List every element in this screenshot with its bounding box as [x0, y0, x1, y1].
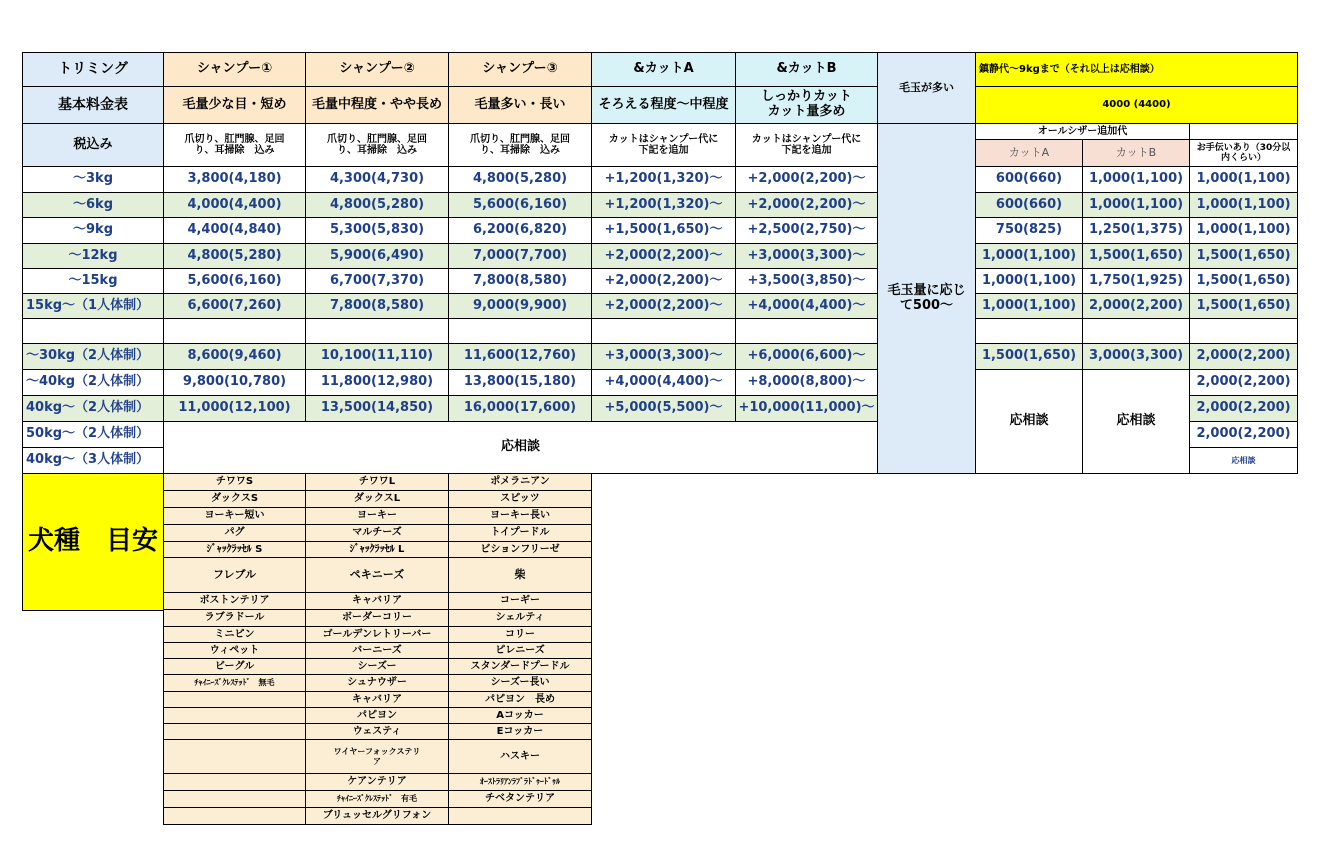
price-s2: 7,800(8,580) [305, 293, 449, 319]
weight-label: 50kg～（2人体制） [22, 421, 164, 448]
breed-cell: ウィペット [163, 642, 306, 659]
price-s3: 13,800(15,180) [448, 369, 592, 396]
price-cb: +2,000(2,200)～ [735, 166, 878, 193]
breed-cell: スタンダードプードル [448, 658, 592, 675]
price-cb: +4,000(4,400)～ [735, 293, 878, 319]
weight-label: ～12kg [22, 243, 164, 269]
scissor-cut-b: カットB [1082, 139, 1190, 167]
price-s2: 10,100(11,110) [305, 343, 449, 370]
price-ca: +1,500(1,650)～ [591, 217, 736, 244]
price-cb: +3,000(3,300)～ [735, 243, 878, 269]
breed-cell [163, 807, 306, 825]
weight-label: ～40kg（2人体制） [22, 369, 164, 396]
price-s3: 11,600(12,760) [448, 343, 592, 370]
consult-large: 応相談 [163, 421, 878, 474]
help-price: 応相談 [1189, 447, 1298, 474]
price-s3: 4,800(5,280) [448, 166, 592, 193]
price-s3: 16,000(17,600) [448, 395, 592, 422]
price-s1: 3,800(4,180) [163, 166, 306, 193]
price-s3 [448, 318, 592, 344]
breed-cell [163, 707, 306, 724]
breed-cell: シェルティ [448, 609, 592, 627]
header-cutB-note: カットはシャンプー代に 下記を追加 [735, 123, 878, 167]
breed-cell: ゴールデンレトリーバー [305, 626, 449, 643]
help-price: 1,500(1,650) [1189, 243, 1298, 269]
kedama-price: 毛玉量に応じ て500～ [877, 123, 976, 474]
price-cb [735, 318, 878, 344]
price-cb: +10,000(11,000)～ [735, 395, 878, 422]
help-price: 1,500(1,650) [1189, 268, 1298, 294]
help-price: 1,000(1,100) [1189, 192, 1298, 218]
breed-cell: ハスキー [448, 739, 592, 774]
breed-cell: バーニーズ [305, 642, 449, 659]
header-shampoo1-sub: 毛量少な目・短め [163, 86, 306, 124]
breed-cell: パピヨン [305, 707, 449, 724]
weight-label: ～30kg（2人体制） [22, 343, 164, 370]
price-ca: +5,000(5,500)～ [591, 395, 736, 422]
header-shampoo3-title: シャンプー③ [448, 52, 592, 87]
scissor-price-b: 1,000(1,100) [1082, 192, 1190, 218]
breed-title: 犬種 目安 [22, 473, 164, 611]
price-s3: 6,200(6,820) [448, 217, 592, 244]
sedative-price: 4000 (4400) [975, 86, 1298, 124]
help-price: 2,000(2,200) [1189, 369, 1298, 396]
weight-label: 15kg～（1人体制） [22, 293, 164, 319]
breed-cell: ﾁｬｲﾆｰｽﾞｸﾚｽﾃｯﾄﾞ 無毛 [163, 674, 306, 692]
help-price [1189, 318, 1298, 344]
price-ca: +3,000(3,300)～ [591, 343, 736, 370]
header-shampoo1-title: シャンプー① [163, 52, 306, 87]
price-ca: +1,200(1,320)～ [591, 192, 736, 218]
price-s1 [163, 318, 306, 344]
breed-cell: コーギー [448, 592, 592, 610]
weight-label: ～15kg [22, 268, 164, 294]
breed-cell: チワワL [305, 473, 449, 491]
sedative-title: 鎮静代～9kgまで（それ以上は応相談） [975, 52, 1298, 87]
header-price-table: 基本料金表 [22, 86, 164, 124]
price-s2: 4,800(5,280) [305, 192, 449, 218]
header-shampoo3-sub: 毛量多い・長い [448, 86, 592, 124]
price-s2 [305, 318, 449, 344]
scissor-price-b: 2,000(2,200) [1082, 293, 1190, 319]
scissor-price-a: 1,500(1,650) [975, 343, 1083, 370]
weight-label: ～6kg [22, 192, 164, 218]
breed-cell: シーズー [305, 658, 449, 675]
weight-label: 40kg～（3人体制） [22, 447, 164, 474]
header-cutA-sub: そろえる程度～中程度 [591, 86, 736, 124]
weight-label: ～9kg [22, 217, 164, 244]
price-cb: +6,000(6,600)～ [735, 343, 878, 370]
help-price: 1,000(1,100) [1189, 217, 1298, 244]
breed-cell [163, 739, 306, 774]
breed-cell: ｼﾞｬｯｸﾗｯｾﾙ L [305, 541, 449, 558]
scissor-price-a [975, 318, 1083, 344]
breed-cell: ヨーキー長い [448, 507, 592, 525]
breed-cell: ウェスティ [305, 723, 449, 740]
breed-cell: Aコッカー [448, 707, 592, 724]
price-cb: +2,500(2,750)～ [735, 217, 878, 244]
breed-cell: ボストンテリア [163, 592, 306, 610]
header-tax-included: 税込み [22, 123, 164, 167]
price-s1: 4,000(4,400) [163, 192, 306, 218]
breed-cell: トイプードル [448, 524, 592, 542]
breed-cell: ビーグル [163, 658, 306, 675]
breed-cell: ビションフリーゼ [448, 541, 592, 558]
header-shampoo2-note: 爪切り、肛門腺、足回 り、耳掃除 込み [305, 123, 449, 167]
price-ca [591, 318, 736, 344]
consult-scissor-b: 応相談 [1082, 369, 1190, 474]
scissor-price-b: 1,250(1,375) [1082, 217, 1190, 244]
breed-cell: コリー [448, 626, 592, 643]
breed-cell: パグ [163, 524, 306, 542]
price-s2: 6,700(7,370) [305, 268, 449, 294]
scissor-title-blank [1189, 123, 1298, 140]
consult-scissor-a: 応相談 [975, 369, 1083, 474]
scissor-price-b: 1,000(1,100) [1082, 166, 1190, 193]
breed-cell: ｼﾞｬｯｸﾗｯｾﾙ S [163, 541, 306, 558]
price-cb: +3,500(3,850)～ [735, 268, 878, 294]
breed-cell: シーズー長い [448, 674, 592, 692]
breed-cell: ボーダーコリー [305, 609, 449, 627]
price-s1: 4,400(4,840) [163, 217, 306, 244]
breed-cell: ピレニーズ [448, 642, 592, 659]
breed-cell: パピヨン 長め [448, 691, 592, 708]
help-price: 2,000(2,200) [1189, 421, 1298, 448]
breed-cell: スピッツ [448, 490, 592, 508]
breed-cell: キャバリア [305, 592, 449, 610]
breed-cell: ヨーキー [305, 507, 449, 525]
help-price: 2,000(2,200) [1189, 343, 1298, 370]
breed-cell: ポメラニアン [448, 473, 592, 491]
header-shampoo1-note: 爪切り、肛門腺、足回 り、耳掃除 込み [163, 123, 306, 167]
price-s1: 5,600(6,160) [163, 268, 306, 294]
price-s1: 9,800(10,780) [163, 369, 306, 396]
breed-cell: 柴 [448, 557, 592, 593]
breed-cell: Eコッカー [448, 723, 592, 740]
price-cb: +8,000(8,800)～ [735, 369, 878, 396]
scissor-price-b: 3,000(3,300) [1082, 343, 1190, 370]
price-s2: 11,800(12,980) [305, 369, 449, 396]
scissor-cut-a: カットA [975, 139, 1083, 167]
scissor-price-a: 750(825) [975, 217, 1083, 244]
breed-cell: ﾁｬｲﾆｰｽﾞｸﾚｽﾃｯﾄﾞ 有毛 [305, 790, 449, 808]
price-s2: 13,500(14,850) [305, 395, 449, 422]
price-cb: +2,000(2,200)～ [735, 192, 878, 218]
breed-cell [448, 807, 592, 825]
header-cutB-sub: しっかりカット カット量多め [735, 86, 878, 124]
header-shampoo2-sub: 毛量中程度・やや長め [305, 86, 449, 124]
price-ca: +2,000(2,200)～ [591, 268, 736, 294]
breed-cell: ダックスS [163, 490, 306, 508]
price-s1: 4,800(5,280) [163, 243, 306, 269]
scissor-price-a: 1,000(1,100) [975, 293, 1083, 319]
price-ca: +1,200(1,320)～ [591, 166, 736, 193]
price-ca: +2,000(2,200)～ [591, 293, 736, 319]
breed-cell: シュナウザー [305, 674, 449, 692]
breed-cell [163, 723, 306, 740]
header-trimming: トリミング [22, 52, 164, 87]
price-s1: 6,600(7,260) [163, 293, 306, 319]
breed-cell [163, 790, 306, 808]
scissor-price-a: 600(660) [975, 166, 1083, 193]
breed-cell: ｵｰｽﾄﾗﾘｱﾝﾗﾌﾞﾗﾄﾞｩｰﾄﾞｩﾙ [448, 773, 592, 791]
price-s1: 11,000(12,100) [163, 395, 306, 422]
breed-cell: マルチーズ [305, 524, 449, 542]
price-s3: 5,600(6,160) [448, 192, 592, 218]
header-cutA-title: &カットA [591, 52, 736, 87]
breed-cell: フレブル [163, 557, 306, 593]
breed-cell: ペキニーズ [305, 557, 449, 593]
header-cutB-title: &カットB [735, 52, 878, 87]
breed-cell: ラブラドール [163, 609, 306, 627]
scissor-price-b [1082, 318, 1190, 344]
scissor-price-a: 600(660) [975, 192, 1083, 218]
scissor-price-a: 1,000(1,100) [975, 243, 1083, 269]
weight-label: 40kg～（2人体制） [22, 395, 164, 422]
help-price: 2,000(2,200) [1189, 395, 1298, 422]
price-s3: 7,000(7,700) [448, 243, 592, 269]
breed-cell: チベタンテリア [448, 790, 592, 808]
breed-cell: ヨーキー短い [163, 507, 306, 525]
scissor-price-a: 1,000(1,100) [975, 268, 1083, 294]
price-s1: 8,600(9,460) [163, 343, 306, 370]
price-s2: 5,900(6,490) [305, 243, 449, 269]
breed-cell: ブリュッセルグリフォン [305, 807, 449, 825]
breed-cell [163, 691, 306, 708]
scissor-title: オールシザー追加代 [975, 123, 1190, 140]
scissor-price-b: 1,750(1,925) [1082, 268, 1190, 294]
price-ca: +2,000(2,200)～ [591, 243, 736, 269]
help-price: 1,500(1,650) [1189, 293, 1298, 319]
breed-cell: ミニピン [163, 626, 306, 643]
header-shampoo2-title: シャンプー② [305, 52, 449, 87]
scissor-help: お手伝いあり（30分以 内くらい） [1189, 139, 1298, 167]
breed-cell: ダックスL [305, 490, 449, 508]
price-s2: 4,300(4,730) [305, 166, 449, 193]
price-s3: 7,800(8,580) [448, 268, 592, 294]
breed-cell [163, 773, 306, 791]
weight-label: ～3kg [22, 166, 164, 193]
breed-cell: キャバリア [305, 691, 449, 708]
price-ca: +4,000(4,400)～ [591, 369, 736, 396]
help-price: 1,000(1,100) [1189, 166, 1298, 193]
price-s3: 9,000(9,900) [448, 293, 592, 319]
breed-cell: ワイヤーフォックステリ ア [305, 739, 449, 774]
breed-cell: チワワS [163, 473, 306, 491]
header-kedama-title: 毛玉が多い [877, 52, 976, 124]
header-shampoo3-note: 爪切り、肛門腺、足回 り、耳掃除 込み [448, 123, 592, 167]
scissor-price-b: 1,500(1,650) [1082, 243, 1190, 269]
weight-label [22, 318, 164, 344]
breed-cell: ケアンテリア [305, 773, 449, 791]
price-s2: 5,300(5,830) [305, 217, 449, 244]
header-cutA-note: カットはシャンプー代に 下記を追加 [591, 123, 736, 167]
